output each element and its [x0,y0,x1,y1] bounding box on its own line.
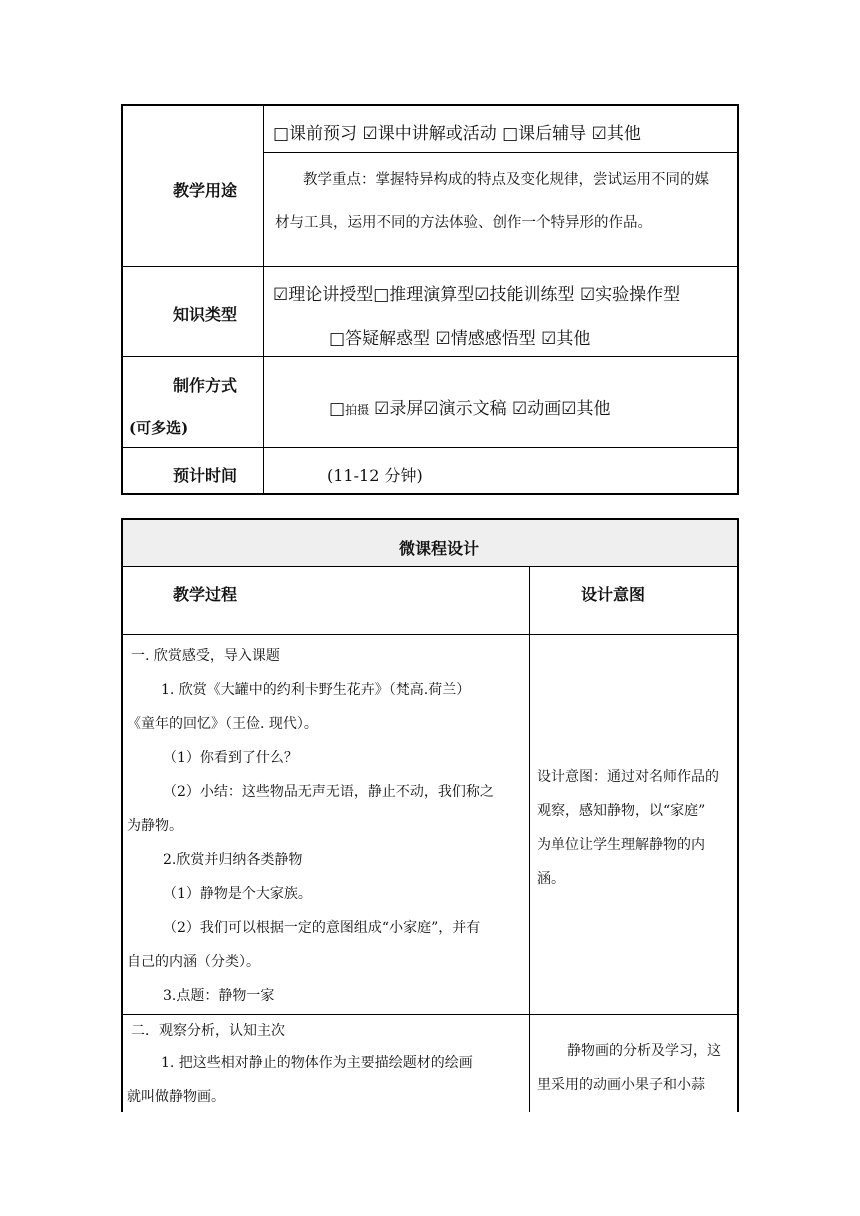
method-other-options: ☑录屏☑演示文稿 ☑动画☑其他 [374,399,611,419]
time-label: 预计时间 [173,466,238,485]
usage-label: 教学用途 [173,181,238,200]
section2-intent: 里采用的动画小果子和小蒜 [537,1077,705,1093]
knowledge-label: 知识类型 [173,305,238,324]
section1-line: （2）我们可以根据一定的意图组成“小家庭”，并有 [163,920,481,936]
design-column-divider [529,566,530,1112]
section1-heading: 一. 欣赏感受，导入课题 [131,648,280,664]
section2-line: 1. 把这些相对静止的物体作为主要描绘题材的绘画 [161,1055,473,1071]
method-label: 制作方式 [173,376,238,395]
design-table [121,518,739,1112]
section1-line: 1. 欣赏《大罐中的约利卡野生花卉》（梵高.荷兰） [161,682,471,698]
row-divider [123,356,737,357]
section1-intent: 为单位让学生理解静物的内 [537,837,705,853]
row-divider [123,1014,737,1015]
method-options [329,394,611,419]
usage-options: □课前预习 ☑课中讲解或活动 □课后辅导 ☑其他 [273,124,641,144]
usage-inner-divider [263,152,737,153]
section1-intent: 观察，感知静物，以“家庭” [537,803,706,819]
info-table-column-divider [263,106,264,493]
shoot-option: 拍摄 [345,403,370,417]
row-divider [123,634,737,635]
section2-heading: 二．观察分析，认知主次 [131,1023,285,1039]
section1-intent: 涵。 [537,871,565,887]
section1-line: 《童年的回忆》（王俭. 现代）。 [127,716,318,732]
row-divider [123,566,737,567]
time-value: (11-12 分钟) [327,466,423,485]
section1-line: 3.点题：静物一家 [163,988,275,1004]
method-sublabel: (可多选) [129,419,189,437]
section2-line: 就叫做静物画。 [127,1089,225,1105]
section1-line: 为静物。 [127,818,183,834]
section1-line: 自己的内涵（分类）。 [127,954,260,970]
section1-line: （1）你看到了什么？ [163,750,298,766]
usage-focus-line-2: 材与工具，运用不同的方法体验、创作一个特异形的作品。 [275,215,652,231]
section1-line: 2.欣赏并归纳各类静物 [163,852,303,868]
section2-intent: 静物画的分析及学习，这 [567,1043,721,1059]
info-table [121,104,739,495]
process-header: 教学过程 [173,585,238,604]
section1-line: （1）静物是个大家族。 [163,886,312,902]
knowledge-options-line-2: □答疑解惑型 ☑情感感悟型 ☑其他 [329,329,591,349]
design-title: 微课程设计 [399,539,480,558]
knowledge-options-line-1: ☑理论讲授型□推理演算型☑技能训练型 ☑实验操作型 [273,285,681,305]
section1-intent: 设计意图：通过对名师作品的 [537,769,719,785]
row-divider [123,266,737,267]
section1-line: （2）小结：这些物品无声无语，静止不动，我们称之 [163,784,494,800]
intent-header: 设计意图 [581,585,646,604]
shoot-checkbox: □ [329,399,346,419]
usage-focus-line-1: 教学重点：掌握特异构成的特点及变化规律，尝试运用不同的媒 [303,172,709,188]
row-divider [123,447,737,448]
